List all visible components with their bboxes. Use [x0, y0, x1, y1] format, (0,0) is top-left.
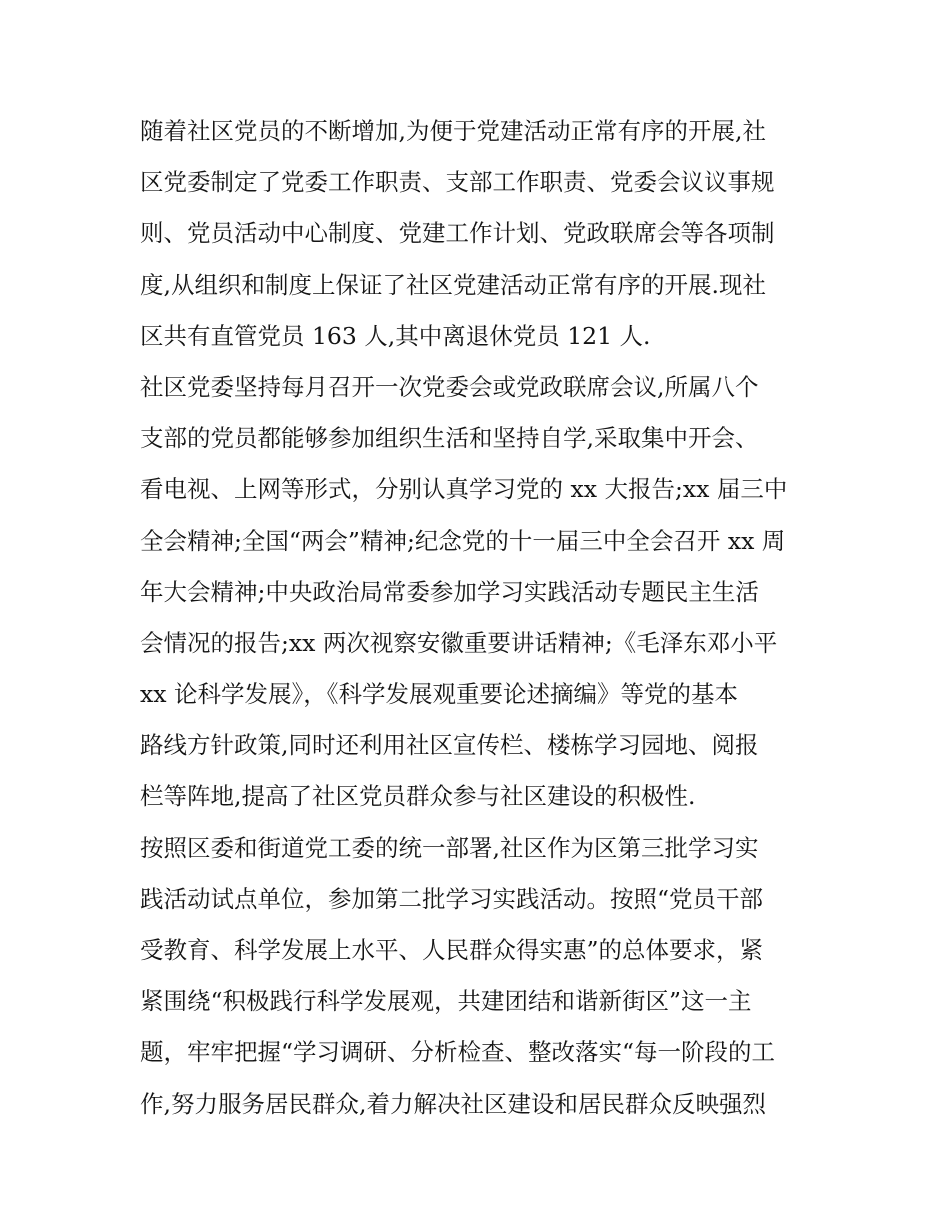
text-line: 区共有直管党员 163 人,其中离退休党员 121 人. [140, 321, 651, 350]
document-body-text [140, 106, 840, 1130]
text-line: 作,努力服务居民群众,着力解决社区建设和居民群众反映强烈 [140, 1089, 766, 1118]
text-line: 随着社区党员的不断增加,为便于党建活动正常有序的开展,社 [140, 117, 766, 145]
text-line: 受教育、科学发展上水平、人民群众得实惠”的总体要求，紧 [140, 936, 764, 964]
text-line: 则、党员活动中心制度、党建工作计划、党政联席会等各项制 [140, 219, 775, 248]
text-line: 看电视、上网等形式，分别认真学习党的 xx 大报告;xx 届三中 [140, 475, 788, 504]
text-line: xx 论科学发展》，《科学发展观重要论述摘编》等党的基本 [140, 680, 738, 709]
text-line: 区党委制定了党委工作职责、支部工作职责、党委会议议事规 [140, 168, 775, 197]
text-line: 社区党委坚持每月召开一次党委会或党政联席会议,所属八个 [140, 372, 759, 401]
text-line: 会情况的报告;xx 两次视察安徽重要讲话精神;《毛泽东邓小平 [140, 628, 778, 657]
text-line: 年大会精神;中央政治局常委参加学习实践活动专题民主生活 [140, 577, 759, 606]
text-line: 践活动试点单位，参加第二批学习实践活动。按照“党员干部 [140, 884, 764, 913]
text-line: 紧围绕“积极践行科学发展观，共建团结和谐新街区”这一主 [140, 987, 752, 1016]
text-line: 度,从组织和制度上保证了社区党建活动正常有序的开展.现社 [140, 270, 766, 299]
text-line: 栏等阵地,提高了社区党员群众参与社区建设的积极性. [140, 782, 696, 811]
text-line: 全会精神;全国“两会”精神;纪念党的十一届三中全会召开 xx 周 [140, 526, 786, 555]
text-line: 支部的党员都能够参加组织生活和坚持自学,采取集中开会、 [140, 424, 759, 453]
text-line: 题，牢牢把握“学习调研、分析检查、整改落实“每一阶段的工 [140, 1038, 776, 1067]
text-line: 按照区委和街道党工委的统一部署,社区作为区第三批学习实 [140, 833, 759, 862]
text-line: 路线方针政策,同时还利用社区宣传栏、楼栋学习园地、阅报 [140, 731, 759, 760]
